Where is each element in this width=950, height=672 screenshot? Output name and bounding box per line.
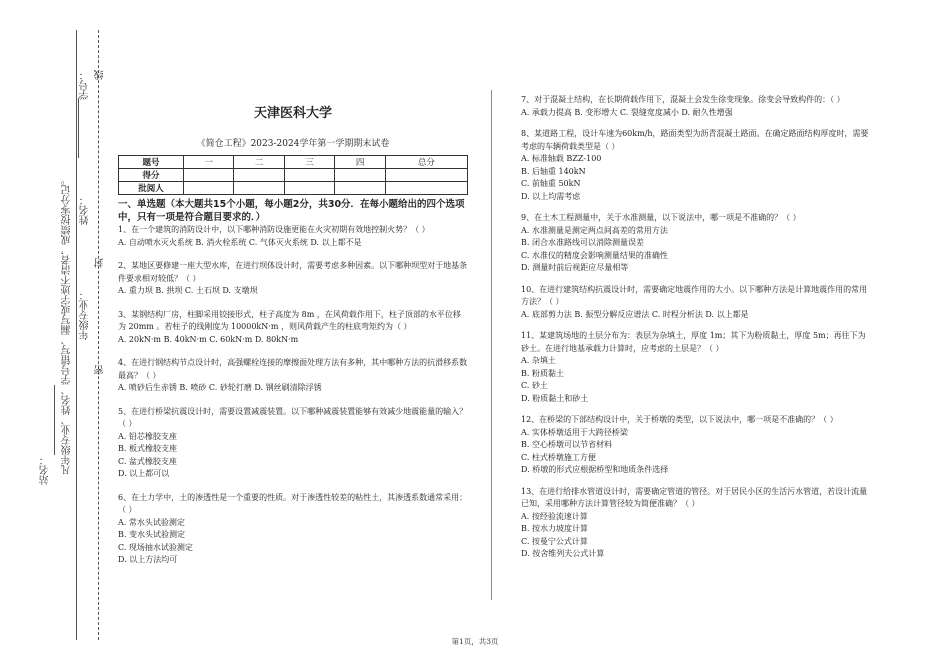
row-label: 批阅人 [119,182,184,195]
question-stem: 1、在一个建筑的消防设计中，以下哪种消防设施更能在火灾初期有效地控制火势？（ ） [118,225,430,234]
site-label: 站名： [40,455,51,485]
answer-option[interactable]: A. 底部剪力法 B. 振型分解反应谱法 C. 时程分析法 D. 以上都是 [521,309,749,319]
col-total: 总分 [385,156,467,169]
answer-option[interactable]: A. 实体桥墩适用于大跨径桥梁 [521,427,628,437]
seal-char-1: 线 [95,70,106,80]
answer-option[interactable]: C. 按曼宁公式计算 [521,536,588,546]
answer-option[interactable]: B. 粉质黏土 [521,368,564,378]
column-divider [491,90,492,600]
question-stem: 11、某建筑场地的土层分布为：表层为杂填土，厚度 1m；其下为粉质黏土，厚度 5m；再往下为砂土。在进行地基承载力计算时，应考虑的土层是？（ ） [521,331,866,353]
answer-option[interactable]: D. 按舍维列夫公式计算 [521,549,605,558]
row-label: 题号 [119,156,184,169]
answer-option[interactable]: A. 承载力提高 B. 变形增大 C. 裂缝宽度减小 D. 耐久性增强 [521,107,733,117]
question-item [118,357,468,395]
question-stem: 9、在土木工程测量中，关于水准测量，以下说法中，哪一项是不准确的？（ ） [521,213,801,222]
grader-cell[interactable] [234,182,284,195]
question-stem: 5、在进行桥梁抗震设计时，需要设置减震装置。以下哪种减震装置能够有效减少地震能量的输入？（ ） [118,406,468,428]
question-item [521,414,871,477]
question-item [521,94,871,119]
answer-option[interactable]: C. 前轴重 50kN [521,179,581,188]
answer-option[interactable]: C. 水准仪的精度会影响测量结果的准确性 [521,250,668,260]
answer-option[interactable]: B. 闭合水准路线可以消除测量误差 [521,238,644,247]
seat-label: 学号： [80,70,91,100]
question-stem: 7、对于混凝土结构，在长期荷载作用下，混凝土会发生徐变现象。徐变会导致构件的：（ ） [521,95,845,104]
answer-option[interactable]: A. 标准轴载 BZZ-100 [521,154,602,163]
exam-title: 《简仓工程》2023-2024学年第一学期期末试卷 [196,139,390,149]
question-item [118,260,468,298]
grader-cell[interactable] [385,182,467,195]
answer-option[interactable]: B. 板式橡胶支座 [118,444,177,453]
site-blank [54,385,55,455]
col-4: 四 [335,156,385,169]
class-label: 年级专业： [80,290,91,340]
col-2: 二 [234,156,284,169]
answer-option[interactable]: A. 按经验流速计算 [521,511,588,521]
score-cell[interactable] [234,169,284,182]
score-cell[interactable] [385,169,467,182]
score-row-grader [119,182,468,195]
question-item [521,284,871,322]
answer-option[interactable]: D. 桥墩的形式应根据桥型和地质条件选择 [521,465,669,474]
score-cell[interactable] [284,169,334,182]
binding-line [76,30,77,640]
seal-char-2: 封 [95,258,106,268]
score-cell[interactable] [335,169,385,182]
score-row-number [119,156,468,169]
question-item [118,492,468,567]
answer-option[interactable]: A. 20kN·m B. 40kN·m C. 60kN·m D. 80kN·m [118,334,299,344]
answer-option[interactable]: D. 粉质黏土和砂土 [521,393,589,403]
question-item [118,406,468,481]
answer-option[interactable]: A. 喷砂后生赤锈 B. 喷砂 C. 砂轮打磨 D. 钢丝刷清除浮锈 [118,383,322,392]
answer-option[interactable]: C. 盆式橡胶支座 [118,456,177,466]
col-1: 一 [184,156,234,169]
score-cell[interactable] [184,169,234,182]
answer-option[interactable]: C. 砂土 [521,381,548,390]
answer-option[interactable]: A. 杂填土 [521,356,556,365]
grader-cell[interactable] [335,182,385,195]
question-stem: 8、某道路工程，设计车速为60km/h，路面类型为沥青混凝土路面。在确定路面结构厚度时，需要考虑的车辆荷载类型是（ ） [521,129,869,151]
answer-option[interactable]: B. 后轴重 140kN [521,166,586,176]
answer-option[interactable]: A. 常水头试验测定 [118,517,185,527]
answer-option[interactable]: B. 空心桥墩可以节省材料 [521,440,612,449]
grader-cell[interactable] [284,182,334,195]
question-item [521,128,871,203]
answer-option[interactable]: C. 柱式桥墩施工方便 [521,452,596,462]
question-item [521,330,871,405]
grader-cell[interactable] [184,182,234,195]
question-item [521,486,871,561]
right-question-list [521,94,871,561]
answer-option[interactable]: A. 铅芯橡胶支座 [118,431,177,441]
answer-option[interactable]: D. 以上都可以 [118,469,170,478]
name-label: 姓名： [80,195,91,225]
answer-option[interactable]: B. 变水头试验测定 [118,530,185,539]
answer-option[interactable]: A. 水准测量是测定两点间高差的常用方法 [521,225,668,235]
page-footer: 第1页，共3页 [451,637,499,646]
question-stem: 6、在土力学中，土的渗透性是一个重要的性质。对于渗透性较差的粘性土，其渗透系数通常采用：（ ） [118,492,468,514]
question-stem: 4、在进行钢结构节点设计时，高强螺栓连接的摩擦面处理方法有多种，其中哪种方法的抗滑移系数最高？（ ） [118,358,468,380]
score-row-score [119,169,468,182]
question-item [118,224,468,249]
seal-char-3: 密 [95,365,106,375]
question-item [118,309,468,347]
answer-option[interactable]: A. 自动喷水灭火系统 B. 消火栓系统 C. 气体灭火系统 D. 以上都不是 [118,237,362,247]
seat-blank [78,98,79,158]
row-label: 得分 [119,169,184,182]
university-title: 天津医科大学 [253,106,332,121]
left-column [118,88,468,578]
col-3: 三 [284,156,334,169]
answer-option[interactable]: D. 以上方法均可 [118,555,178,564]
section-heading: 一、单选题（本大题共15个小题，每小题2分，共30分．在每小题给出的四个选项中，只有一项是符合题目要求的．） [118,199,465,223]
warning-text: 凡年级专业、姓名、学号错写、漏写或字迹不清者，成绩按零分记。 [62,175,73,475]
answer-option[interactable]: D. 测量时前后视距应尽量相等 [521,263,629,272]
question-stem: 3、某钢结构厂房，柱脚采用铰接形式，柱子高度为 8m ，在风荷载作用下，柱子顶部的水平位移为 20mm 。若柱子的线刚度为 10000kN·m ，则风荷载产生的柱底弯矩约为（ ） [118,309,461,331]
answer-option[interactable]: D. 以上均需考虑 [521,191,581,201]
right-column [521,94,871,570]
cut-line-dashed [98,30,99,640]
question-stem: 13、在进行给排水管道设计时，需要确定管道的管径。对于居民小区的生活污水管道，若设计流量已知，采用哪种方法计算管径较为简便准确？（ ） [521,486,868,508]
question-item [521,212,871,275]
binding-sidebar [0,0,110,672]
score-table [118,155,468,195]
answer-option[interactable]: B. 按水力坡度计算 [521,524,588,533]
left-question-list [118,224,468,567]
question-stem: 2、某地区要修建一座大型水库，在进行坝体设计时，需要考虑多种因素。以下哪种坝型对于地基条件要求相对较低？（ ） [118,261,468,283]
question-stem: 12、在桥梁的下部结构设计中，关于桥墩的类型，以下说法中，哪一项是不准确的？（ ） [521,415,838,424]
question-stem: 10、在进行建筑结构抗震设计时，需要确定地震作用的大小。以下哪种方法是计算地震作用的常用方法？（ ） [521,284,868,306]
answer-option[interactable]: C. 现场抽水试验测定 [118,542,193,552]
answer-option[interactable]: A. 重力坝 B. 拱坝 C. 土石坝 D. 支墩坝 [118,286,258,295]
